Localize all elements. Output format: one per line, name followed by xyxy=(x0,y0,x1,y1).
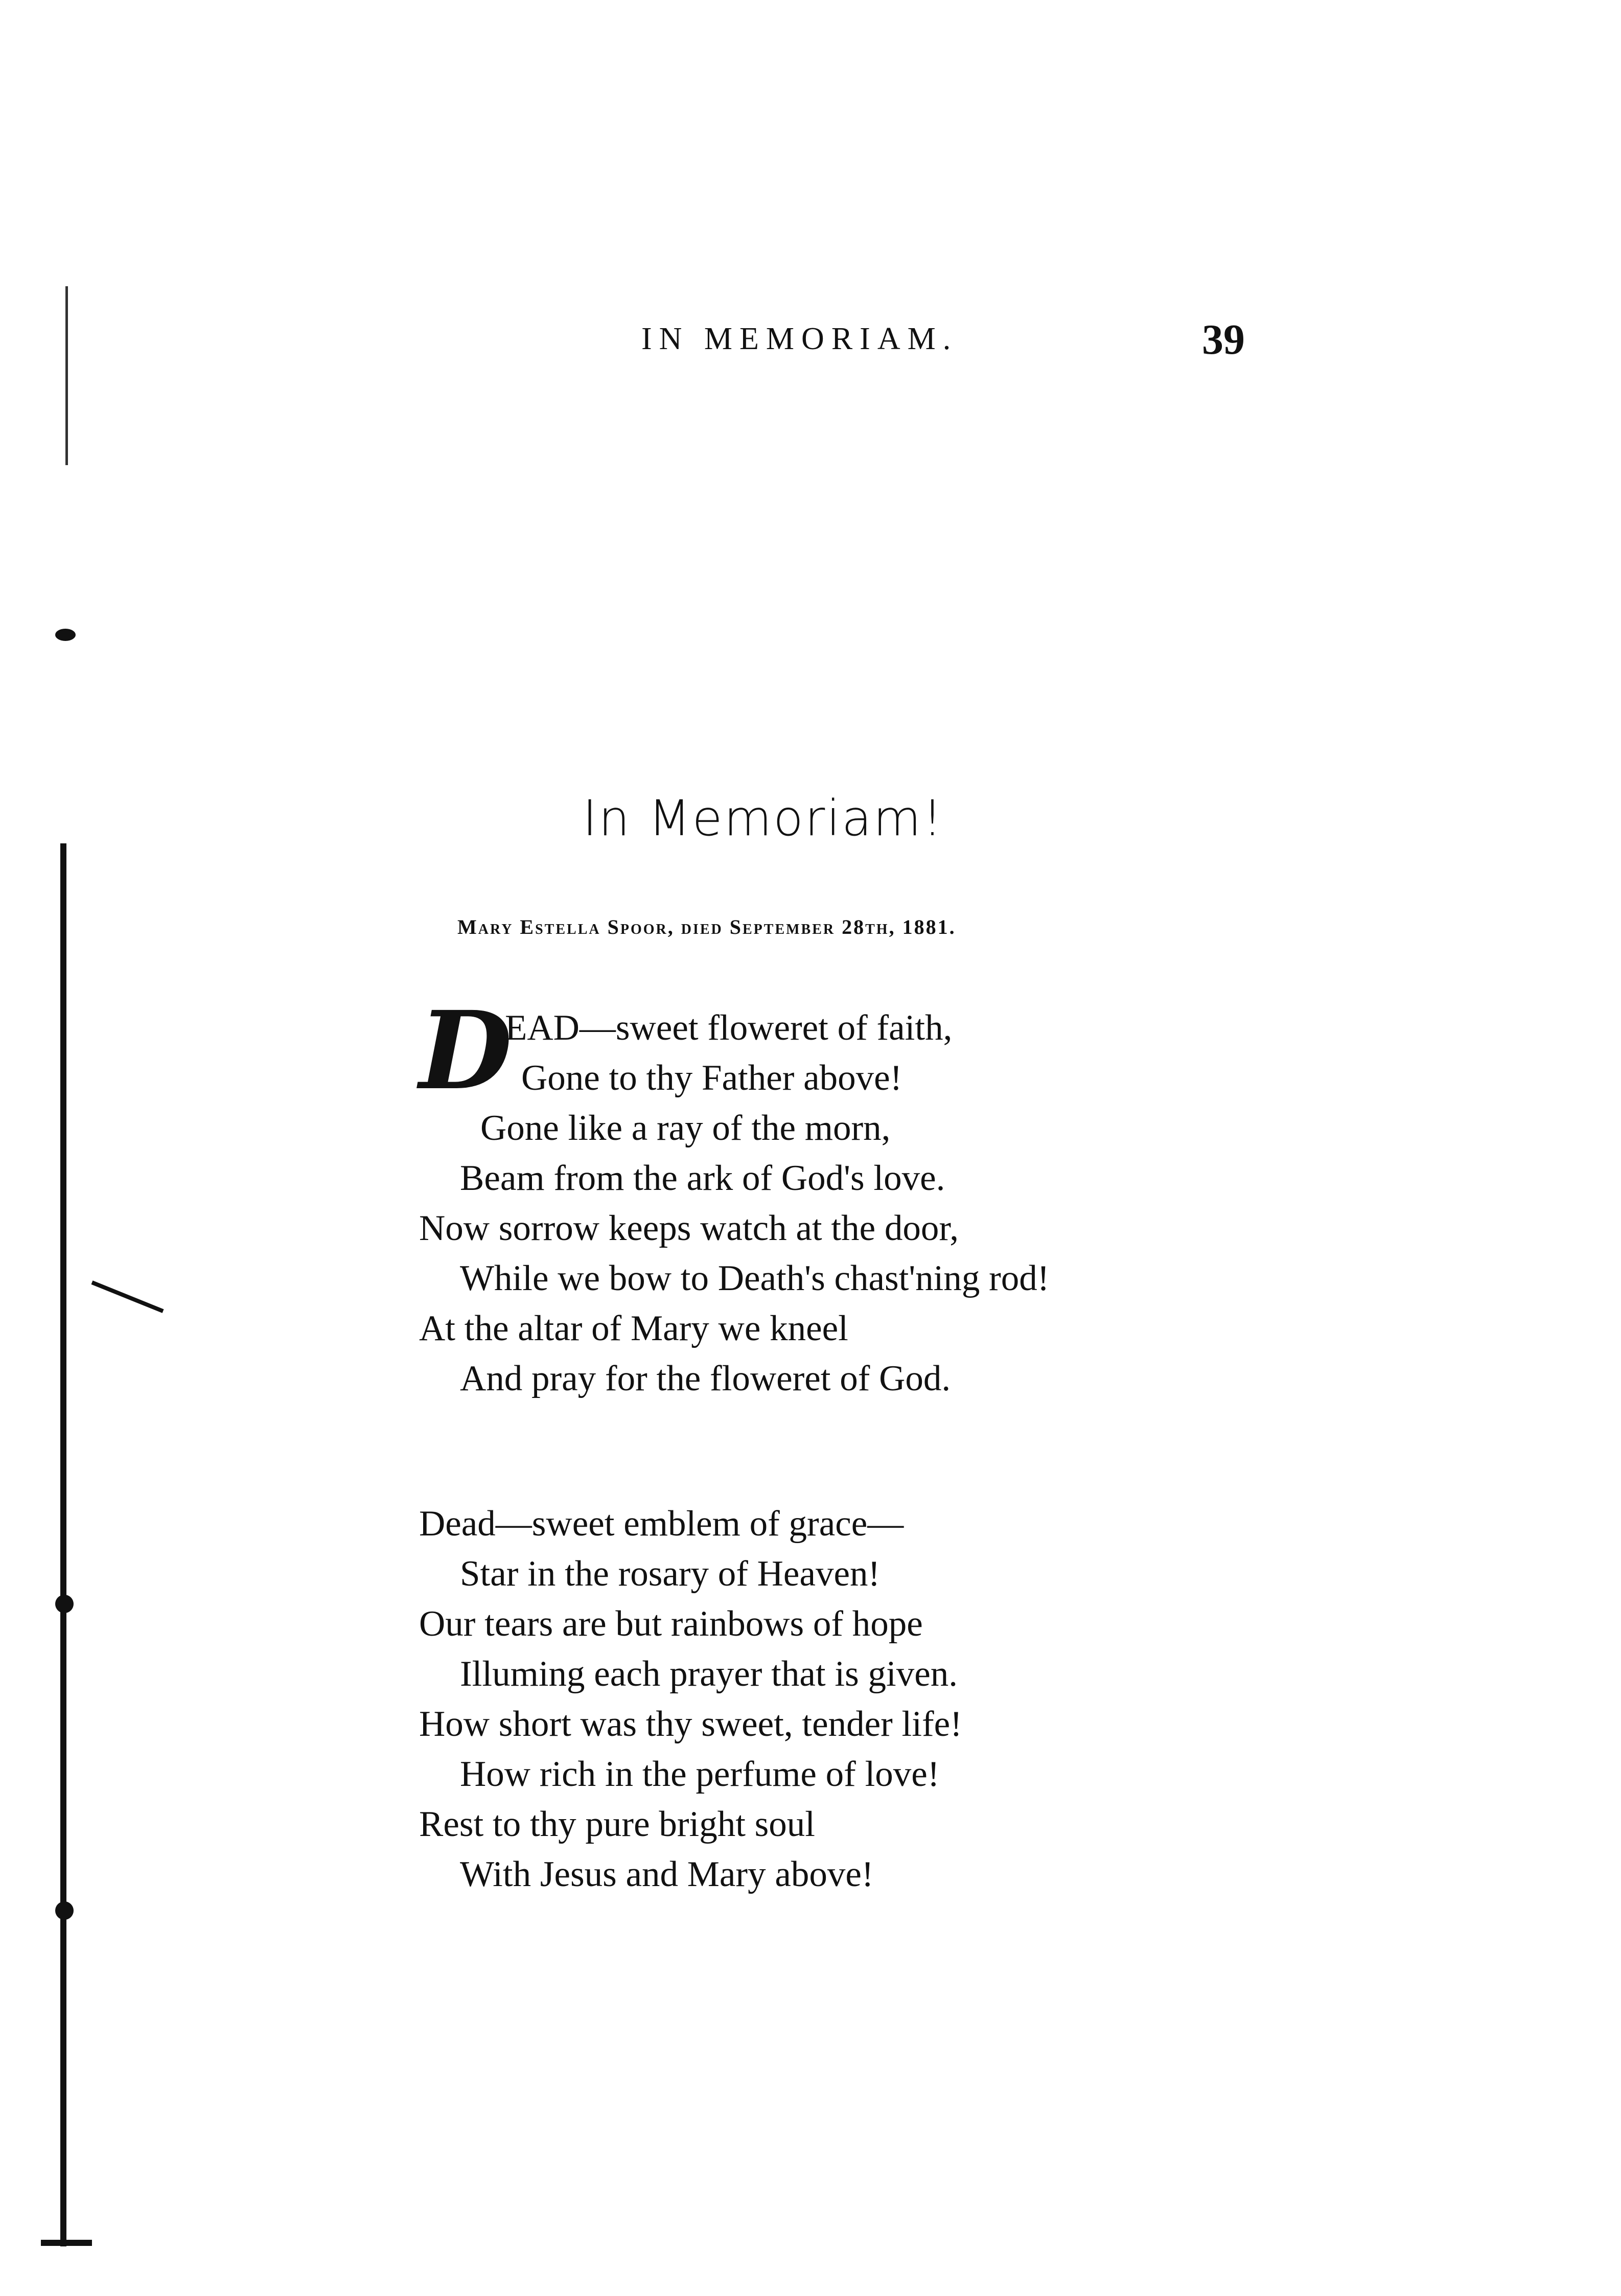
poem-line: With Jesus and Mary above! xyxy=(460,1854,874,1894)
poem-line: Star in the rosary of Heaven! xyxy=(460,1554,881,1594)
margin-knob xyxy=(55,1595,74,1613)
margin-base xyxy=(41,2240,92,2246)
poem-line: Beam from the ark of God's love. xyxy=(460,1158,945,1198)
poem-line: At the altar of Mary we kneel xyxy=(419,1308,848,1348)
margin-dot xyxy=(55,629,76,641)
stanza-1 xyxy=(419,988,1050,1404)
margin-rule xyxy=(60,843,66,2246)
poem-line: How short was thy sweet, tender life! xyxy=(419,1704,962,1744)
poem-line: Gone to thy Father above! xyxy=(521,1058,902,1098)
poem-line: Illuming each prayer that is given. xyxy=(460,1654,958,1694)
poem-line: And pray for the floweret of God. xyxy=(460,1359,951,1398)
running-head: IN MEMORIAM. xyxy=(641,322,958,356)
poem-line: Now sorrow keeps watch at the door, xyxy=(419,1208,959,1248)
poem-line: Our tears are but rainbows of hope xyxy=(419,1604,923,1644)
poem-line: EAD—sweet floweret of faith, xyxy=(505,1008,953,1048)
stanza-2 xyxy=(419,1499,962,1899)
page-number: 39 xyxy=(1202,316,1245,363)
margin-knob xyxy=(55,1901,74,1920)
margin-rule-top xyxy=(65,286,68,465)
poem-dedication: Mary Estella Spoor, died September 28th, 1881. xyxy=(457,915,956,938)
poem-line: How rich in the perfume of love! xyxy=(460,1754,940,1794)
margin-stroke xyxy=(91,1280,164,1313)
poem-line: Rest to thy pure bright soul xyxy=(419,1804,816,1844)
poem-line: Gone like a ray of the morn, xyxy=(480,1108,891,1148)
poem-line: While we bow to Death's chast'ning rod! xyxy=(460,1258,1050,1298)
drop-cap-initial: D xyxy=(419,988,513,1114)
poem-title: In Memoriam! xyxy=(583,790,944,847)
poem-line: Dead—sweet emblem of grace— xyxy=(419,1504,904,1544)
